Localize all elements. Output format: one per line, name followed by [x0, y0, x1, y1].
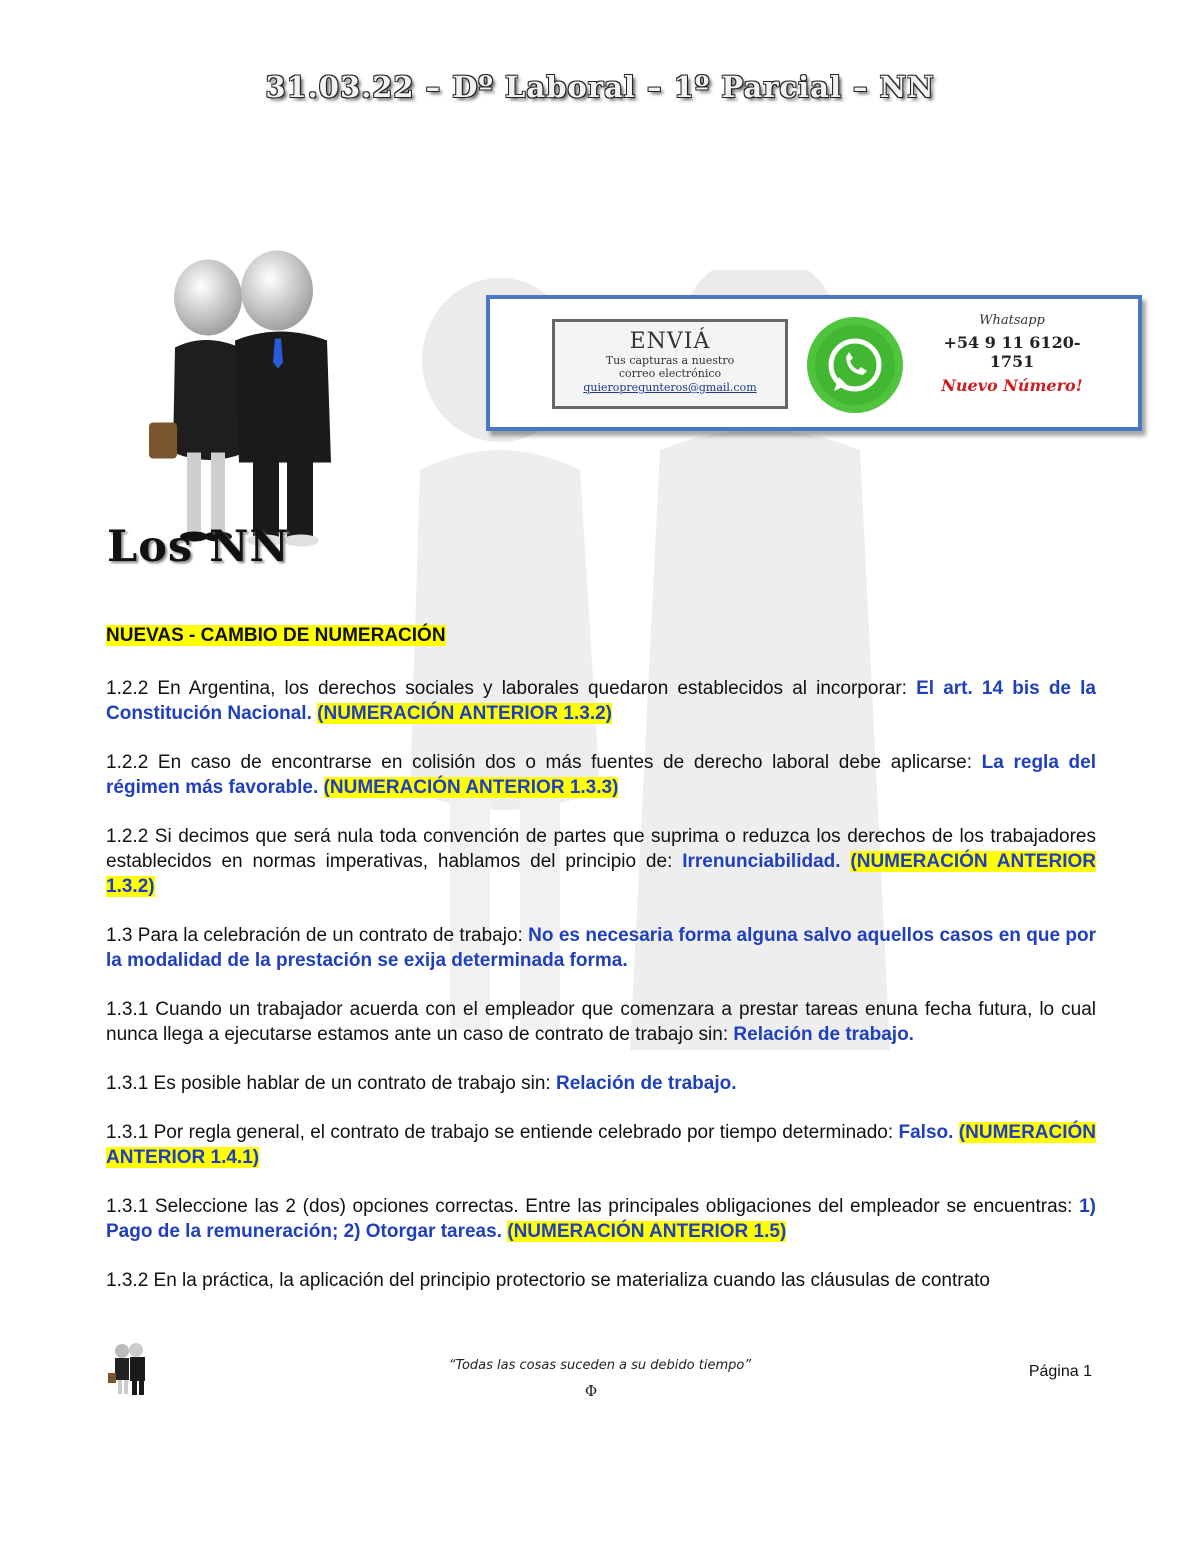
email-ad-line2: correo electrónico — [618, 367, 722, 380]
question-item — [106, 824, 1096, 899]
footer-symbol: Φ — [584, 1382, 598, 1400]
whatsapp-label: Whatsapp — [979, 313, 1045, 328]
numbering-note: (NUMERACIÓN ANTERIOR 1.4.1) — [106, 1122, 1097, 1168]
question-item — [106, 750, 1096, 800]
answer-text: Irrenunciabilidad. — [682, 851, 841, 872]
email-ad-title: ENVIÁ — [629, 329, 711, 354]
question-item — [106, 997, 1096, 1047]
question-text: 1.3.2 En la práctica, la aplicación del principio protectorio se materializa cuando las cláusulas de contrato — [106, 1270, 990, 1291]
question-text: 1.3.1 Por regla general, el contrato de trabajo se entiende celebrado por tiempo determinado: — [106, 1122, 899, 1143]
email-ad-line1: Tus capturas a nuestro — [605, 354, 735, 367]
question-item — [106, 676, 1096, 726]
whatsapp-ad-panel — [922, 313, 1102, 395]
question-text: 1.2.2 Si decimos que será nula toda convención de partes que suprima o reduzca los derechos de los trabajadores establecidos en normas imperativas, hablamos del principio de: — [106, 826, 1096, 872]
page-title: 31.03.22 – Dº Laboral – 1º Parcial – NN — [265, 70, 935, 104]
question-item — [106, 1120, 1096, 1170]
question-item — [106, 1071, 1096, 1096]
question-text: 1.3.1 Es posible hablar de un contrato de trabajo sin: — [106, 1073, 556, 1094]
numbering-note: (NUMERACIÓN ANTERIOR 1.5) — [507, 1221, 787, 1242]
los-nn-logo-text: Los NN — [107, 522, 290, 572]
answer-text: El art. 14 bis de la Constitución Nacional. — [106, 678, 1096, 724]
question-item — [106, 923, 1096, 973]
page-number: Página 1 — [1028, 1363, 1092, 1380]
answer-text: No es necesaria forma alguna salvo aquellos casos en que por la modalidad de la prestación se exija determinada forma. — [106, 925, 1096, 971]
question-item — [106, 1268, 1096, 1293]
whatsapp-number: +54 9 11 6120-1751 — [943, 333, 1081, 371]
contact-ad-banner — [486, 295, 1142, 431]
question-text: 1.2.2 En Argentina, los derechos sociales y laborales quedaron establecidos al incorporar: — [106, 678, 917, 699]
question-text: 1.3 Para la celebración de un contrato de trabajo: — [106, 925, 529, 946]
email-ad-panel — [552, 319, 788, 409]
new-number-note: Nuevo Número! — [941, 376, 1083, 395]
question-text: 1.3.1 Cuando un trabajador acuerda con el empleador que comenzara a prestar tareas enuna fecha futura, lo cual nunca llega a ejecutarse estamos ante un caso de contrato de trabajo sin: — [106, 999, 1096, 1045]
email-address-link[interactable]: quieropregunteros@gmail.com — [583, 381, 757, 394]
document-body — [106, 623, 1096, 1317]
footer-quote: “Todas las cosas suceden a su debido tiempo” — [448, 1358, 752, 1373]
numbering-note: (NUMERACIÓN ANTERIOR 1.3.2) — [317, 703, 613, 724]
answer-text: La regla del régimen más favorable. — [106, 752, 1096, 798]
question-text: 1.3.1 Seleccione las 2 (dos) opciones correctas. Entre las principales obligaciones del empleador se encuentras: — [106, 1196, 1080, 1217]
section-header — [106, 623, 1096, 648]
answer-text: 1) Pago de la remuneración; 2) Otorgar tareas. — [106, 1196, 1096, 1242]
numbering-note: (NUMERACIÓN ANTERIOR 1.3.2) — [106, 851, 1096, 897]
numbering-note: (NUMERACIÓN ANTERIOR 1.3.3) — [323, 777, 619, 798]
whatsapp-icon — [803, 313, 907, 417]
answer-text: Relación de trabajo. — [555, 1073, 737, 1094]
question-text: 1.2.2 En caso de encontrarse en colisión dos o más fuentes de derecho laboral debe aplicarse: — [106, 752, 982, 773]
answer-text: Falso. — [898, 1122, 954, 1143]
question-item — [106, 1194, 1096, 1244]
answer-text: Relación de trabajo. — [733, 1024, 914, 1045]
section-header-text: NUEVAS - CAMBIO DE NUMERACIÓN — [106, 625, 446, 646]
